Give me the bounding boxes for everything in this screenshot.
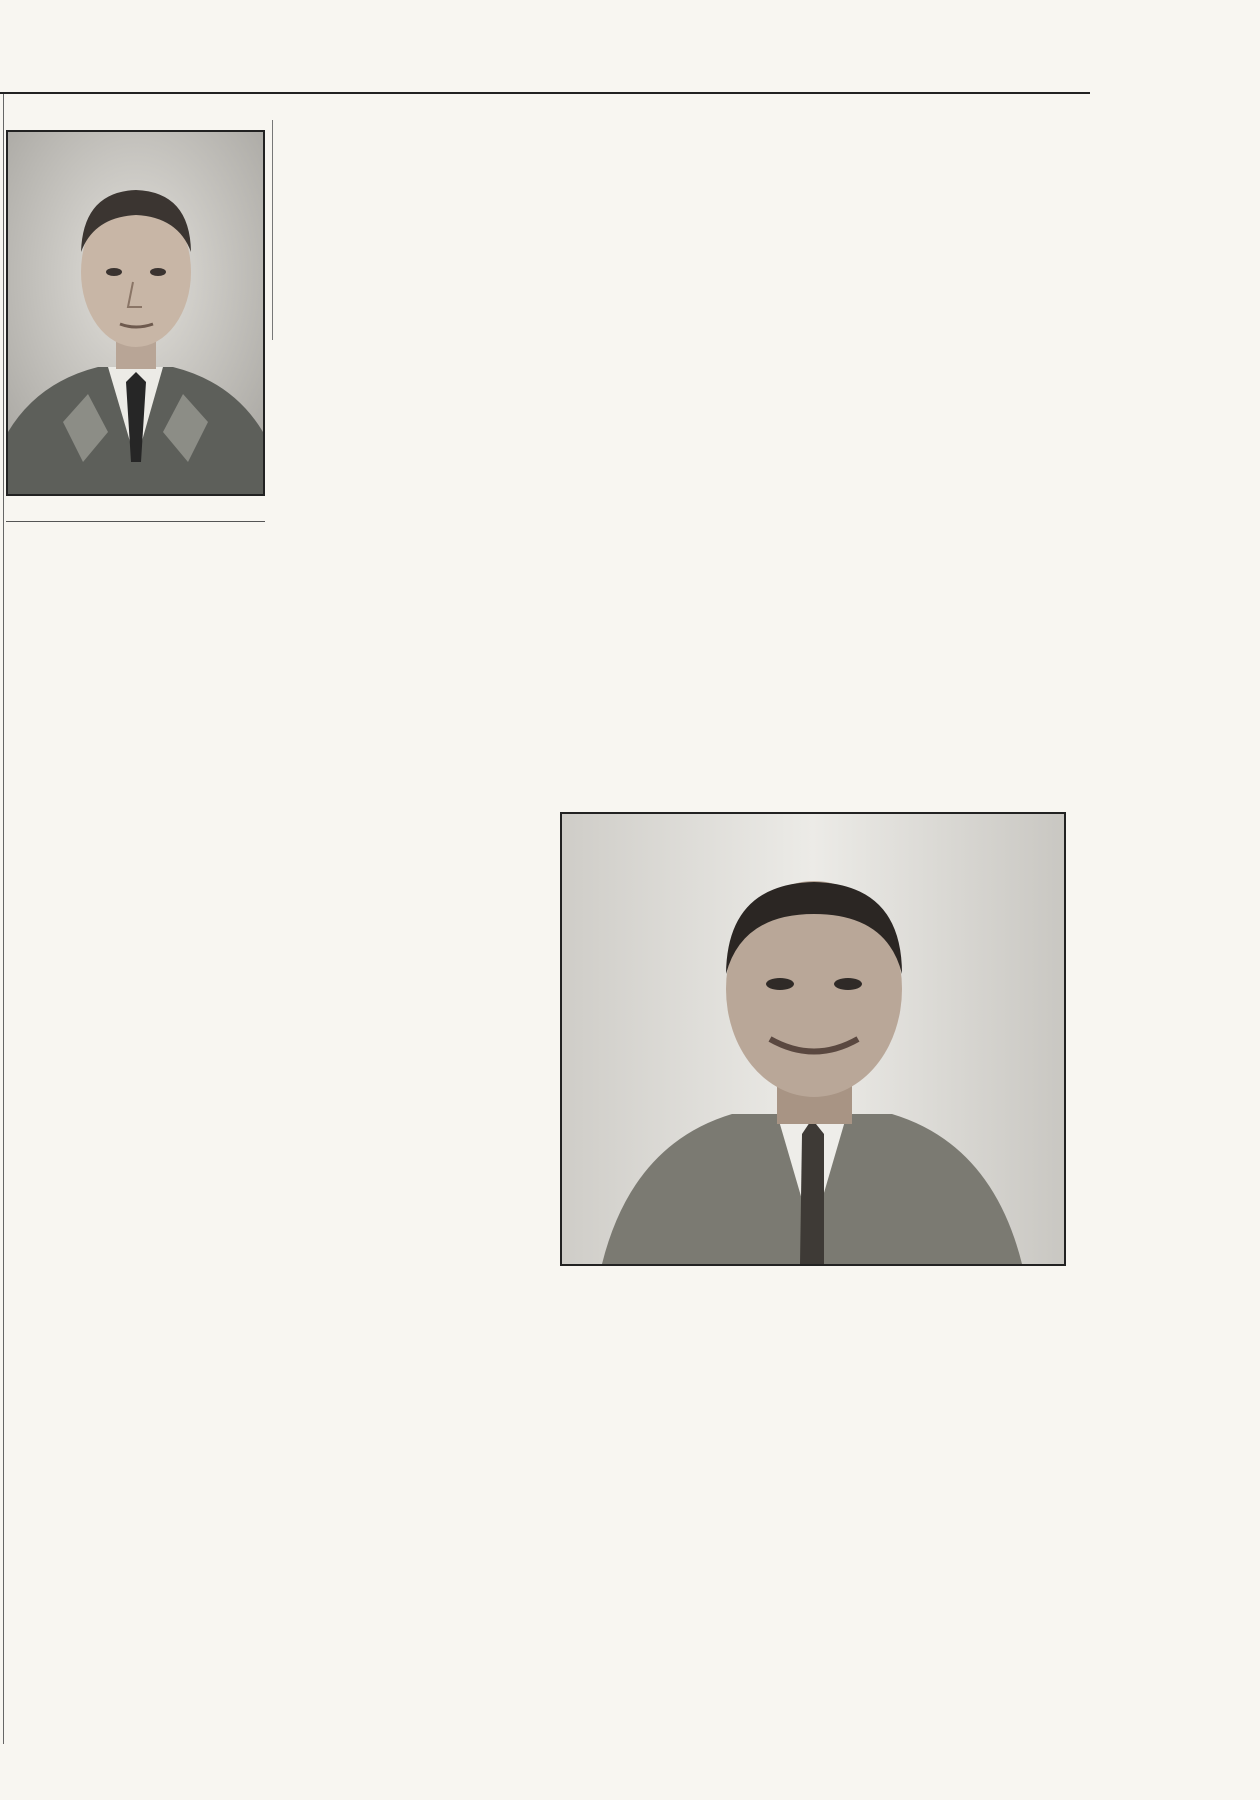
matura-article [282, 398, 1072, 808]
caption-rule [6, 521, 265, 522]
portrait-photo [6, 130, 265, 496]
dikovich-photo-frame [560, 812, 1066, 1266]
header-rule [0, 92, 1090, 94]
left-article-text [8, 530, 264, 544]
column-rule-left [272, 120, 273, 340]
polizeidirektion-article [284, 120, 806, 330]
left-edge-rule [3, 94, 4, 1744]
dikovich-illustration [562, 814, 1064, 1264]
portrait-illustration [8, 132, 263, 494]
